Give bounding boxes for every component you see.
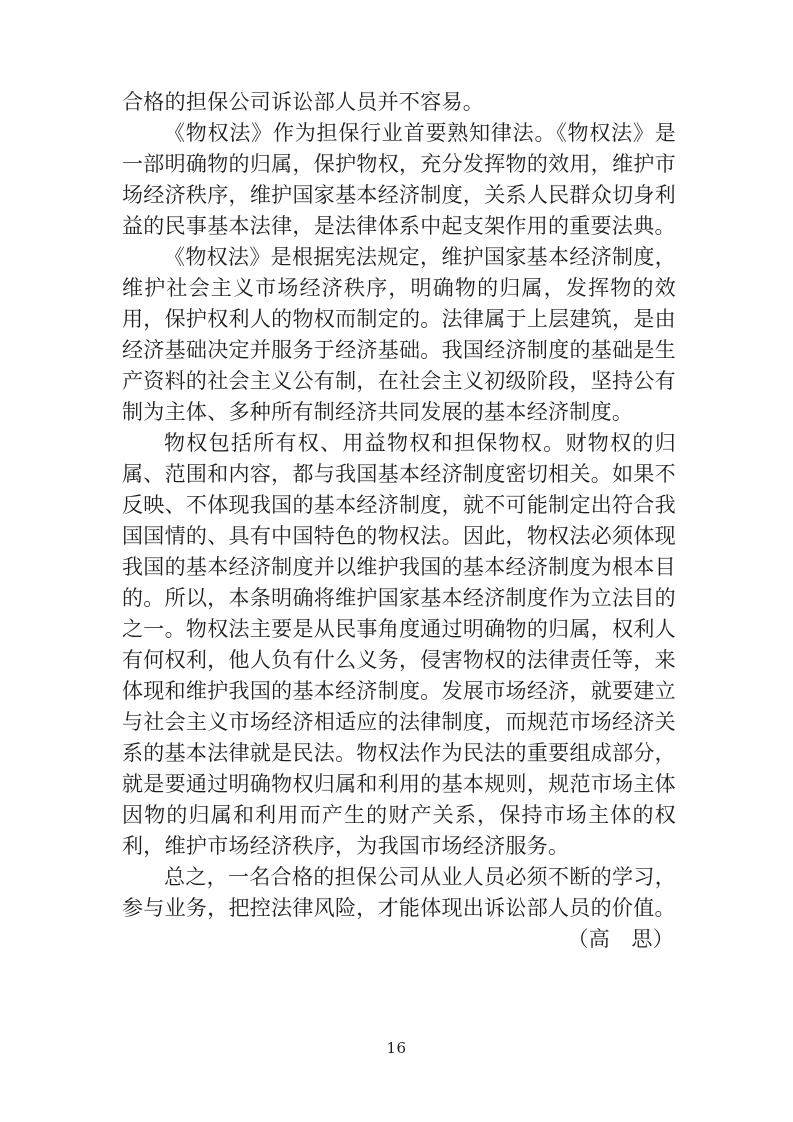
paragraph: 《物权法》作为担保行业首要熟知律法。《物权法》是一部明确物的归属，保护物权，充分发挥物的效用，维护市场经济秩序，维护国家基本经济制度，关系人民群众切身利益的民事基本法律，是法律体系中起支架作用的重要法典。 [122,121,676,238]
article-content [122,87,676,955]
paragraph: 总之，一名合格的担保公司从业人员必须不断的学习，参与业务，把控法律风险，才能体现出诉讼部人员的价值。 [122,865,676,920]
paragraph: 《物权法》是根据宪法规定，维护国家基本经济制度，维护社会主义市场经济秩序，明确物的归属，发挥物的效用，保护权利人的物权而制定的。法律属于上层建筑，是由经济基础决定并服务于经济基础。我国经济制度的基础是生产资料的社会主义公有制，在社会主义初级阶段，坚持公有制为主体、多种所有制经济共同发展的基本经济制度。 [122,245,676,424]
article-body [122,87,676,924]
paragraph: 物权包括所有权、用益物权和担保物权。财物权的归属、范围和内容，都与我国基本经济制度密切相关。如果不反映、不体现我国的基本经济制度，就不可能制定出符合我国国情的、具有中国特色的物权法。因此，物权法必须体现我国的基本经济制度并以维护我国的基本经济制度为根本目的。所以，本条明确将维护国家基本经济制度作为立法目的之一。物权法主要是从民事角度通过明确物的归属，权利人有何权利，他人负有什么义务，侵害物权的法律责任等，来体现和维护我国的基本经济制度。发展市场经济，就要建立与社会主义市场经济相适应的法律制度，而规范市场经济关系的基本法律就是民法。物权法作为民法的重要组成部分，就是要通过明确物权归属和利用的基本规则，规范市场主体因物的归属和利用而产生的财产关系，保持市场主体的权利，维护市场经济秩序，为我国市场经济服务。 [122,431,676,858]
page-footer [0,1038,793,1057]
page-number: 16 [386,1039,407,1057]
author-signature: （高 思） [567,927,674,951]
paragraph: 合格的担保公司诉讼部人员并不容易。 [122,90,485,114]
